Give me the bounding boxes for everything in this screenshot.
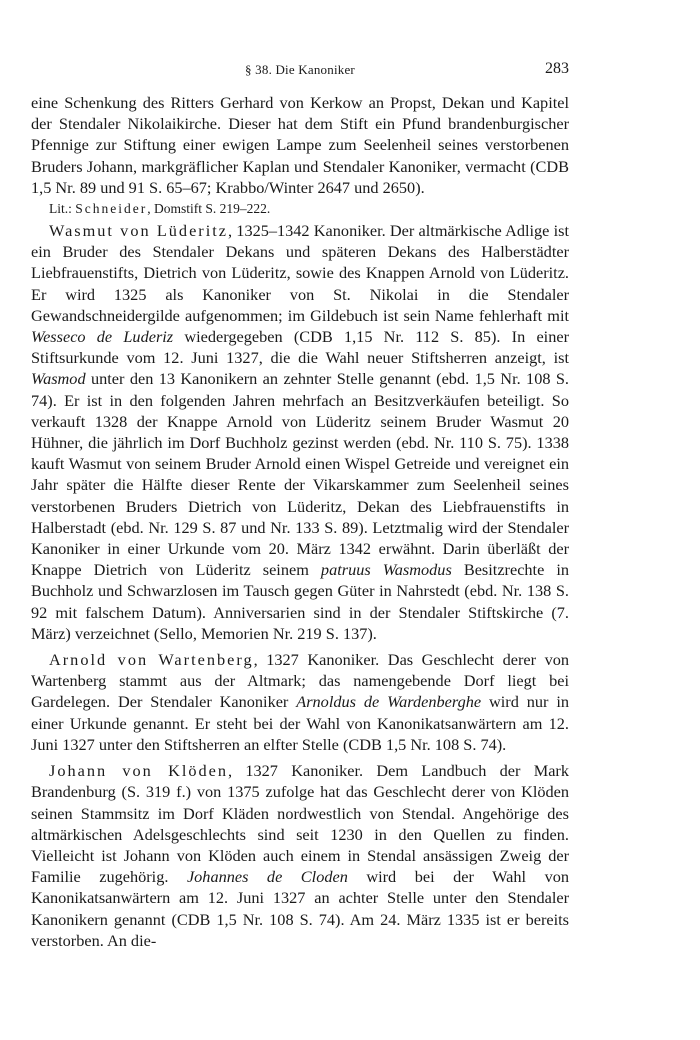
body-paragraph [31, 220, 569, 644]
page-body [31, 92, 569, 951]
text-segment: , Domstift S. 219–222. [147, 201, 271, 217]
text-segment: , 1325–1342 Kanoniker. Der altmärkische Adlige ist ein Bruder des Stendaler Dekans und späteren Dekans des Halberstädter Liebfrauenstifts, Dietrich von Lüderitz, sowie des Knappen Arnold von Lüderitz. Er wird 1325 als Kanoniker von St. Nikolai in die Stendaler Gewandschneidergilde aufgenommen; im Gildebuch ist sein Name fehlerhaft mit [31, 221, 570, 325]
text-segment: wiedergegeben (CDB 1,15 Nr. 112 S. 85). In einer Stiftsurkunde vom 12. Juni 1327, die die Wahl neuer Stiftsherren anzeigt, ist [31, 327, 569, 368]
text-segment: Lit.: [49, 201, 76, 217]
text-segment: wird nur in einer Urkunde genannt. Er steht bei der Wahl von Kanonikatsanwärtern am 12. Juni 1327 unter den Stiftsherren an elfter Stelle (CDB 1,5 Nr. 108 S. 74). [31, 692, 569, 754]
latin-quote: Johannes de Cloden [186, 867, 348, 887]
person-name: Arnold von Wartenberg [49, 650, 254, 670]
running-header [31, 60, 569, 82]
person-name: Johann von Klöden [49, 761, 229, 781]
text-segment: eine Schenkung des Ritters Gerhard von Kerkow an Propst, Dekan und Kapitel der Stendaler Nikolaikirche. Dieser hat dem Stift ein Pfund brandenburgischer Pfennige zur Stiftung einer ewigen Lampe zum Seelenheil seines verstorbenen Bruders Johann, markgräflicher Kaplan und Stendaler Kanoniker, vermacht (CDB 1,5 Nr. 89 und 91 S. 65–67; Krabbo/Winter 2647 und 2650). [31, 93, 569, 197]
section-title: § 38. Die Kanoniker [245, 62, 355, 77]
page-number: 283 [545, 60, 569, 77]
person-name: Wasmut von Lüderitz [49, 221, 228, 241]
body-paragraph [31, 649, 569, 755]
text-segment: wird bei der Wahl von Kanonikatsanwärtern am 12. Juni 1327 an achter Stelle unter den Stendaler Kanonikern genannt (CDB 1,5 Nr. 108 S. 74). Am 24. März 1335 ist er bereits verstorben. An die- [31, 867, 569, 950]
text-segment: Besitzrechte in Buchholz und Schwarzlosen im Tausch gegen Güter in Nahrstedt (ebd. Nr. 138 S. 92 mit falschem Datum). Anniversarien sind in der Stendaler Stiftskirche (7. März) verzeichnet (Sello, Memorien Nr. 219 S. 137). [31, 560, 570, 643]
literature-note [31, 199, 569, 218]
text-segment: unter den 13 Kanonikern an zehnter Stelle genannt (ebd. 1,5 Nr. 108 S. 74). Er ist in den folgenden Jahren mehrfach an Besitzverkäufen beteiligt. So verkauft 1328 der Knappe Arnold von Lüderitz seinem Bruder Wasmut 20 Hühner, die jährlich im Dorf Buchholz gezinst werden (ebd. Nr. 110 S. 75). 1338 kauft Wasmut von seinem Bruder Arnold einen Wispel Getreide und vereignet ein Jahr später die Hälfte dieser Rente der Vikarskammer zum Seelenheil seines verstorbenen Bruders Dietrich von Lüderitz, Dekan des Liebfrauenstifts in Halberstadt (ebd. Nr. 129 S. 87 und Nr. 133 S. 89). Letztmalig wird der Stendaler Kanoniker in einer Urkunde vom 20. März 1342 erwähnt. Darin überläßt der Knappe Dietrich von Lüderitz seinem [31, 369, 569, 580]
latin-quote: Arnoldus de Wardenberghe [296, 692, 482, 712]
body-paragraph [31, 760, 569, 951]
text-segment: , 1327 Kanoniker. Dem Landbuch der Mark Brandenburg (S. 319 f.) von 1375 zufolge hat das Geschlecht derer von Klöden seinen Stammsitz im Dorf Kläden nordwestlich von Stendal. Angehörige des altmärkischen Adelsgeschlechts sind seit 1230 in den Quellen zu finden. Vielleicht ist Johann von Klöden auch einem in Stendal ansässigen Zweig der Familie zugehörig. [31, 761, 569, 887]
latin-quote: Wesseco de Luderiz [31, 327, 174, 347]
text-segment: , 1327 Kanoniker. Das Geschlecht derer von Wartenberg stammt aus der Altmark; das namengebende Dorf liegt bei Gardelegen. Der Stendaler Kanoniker [31, 650, 569, 712]
person-name: Schneider [75, 201, 148, 217]
body-paragraph [31, 92, 569, 198]
latin-quote: Wasmod [31, 369, 86, 389]
latin-quote: patruus Wasmodus [320, 560, 452, 580]
